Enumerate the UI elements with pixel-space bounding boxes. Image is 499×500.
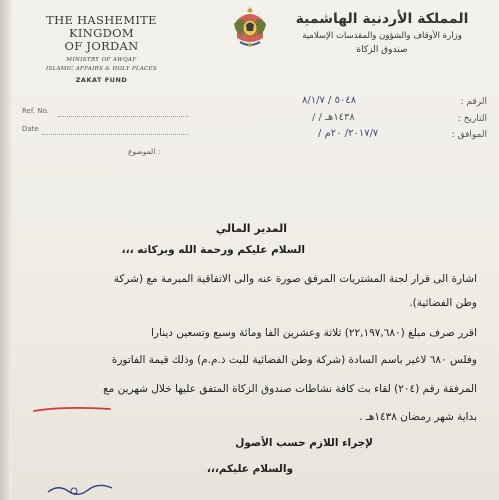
gregorian-date-value: / ٢٠١٧/٧/ ٢٠م [318,128,379,139]
letterhead-arabic [277,10,487,55]
recipient: المدير المالي [215,222,287,235]
handwritten-underline [32,403,112,415]
paragraph-1-line-2: وطن الفضائية). [409,297,477,309]
ref-no-line [58,115,188,117]
greeting: السلام عليكم ورحمة الله وبركاته ،،، [121,244,305,256]
letterhead-line-kingdom: THE HASHEMITE KINGDOM [46,13,157,40]
hijri-date-label: التاريخ : [457,114,487,124]
subject-label: الموضوع : [128,147,161,156]
closing: والسلام عليكم،،، [206,463,293,475]
paragraph-2-line-4: بداية شهر رمضان ١٤٣٨هـ . [359,411,477,423]
jordan-coat-of-arms-icon [232,6,268,50]
date-label: Date [22,125,39,133]
gregorian-date-label: الموافق : [451,130,487,140]
letterhead-line-affairs: ISLAMIC AFFAIRS & HOLY PLACES [46,66,157,72]
letterhead-ar-ministry: وزارة الأوقاف والشؤون والمقدسات الإسلامية [302,31,462,41]
letterhead-line-jordan: OF JORDAN [64,39,139,53]
letterhead-english [14,14,189,84]
hijri-date-value: / / ١٤٣٨هـ [312,112,355,123]
letterhead-line-zakat: ZAKAT FUND [75,76,128,84]
page-edge-shadow [0,0,12,500]
ref-no-label: Ref. No. [22,107,49,115]
letterhead-line-ministry: MINISTRY OF AWQAF [66,57,137,63]
paragraph-2-line-1: اقرر صرف مبلغ (٢٢,١٩٧,٦٨٠) ثلاثة وعشرين الفا ومائة وسبع وتسعين دينارا [150,327,477,339]
letterhead-ar-zakat: صندوق الزكاة [356,45,408,55]
date-line [42,133,188,135]
number-label: الرقم : [460,97,487,107]
paragraph-2-line-3: المرفقة رقم (٢٠٤) لقاء بث كافة نشاطات صندوق الزكاة المتفق عليها خلال شهرين مع [103,383,477,395]
paragraph-1-line-1: اشارة الى قرار لجنة المشتريات المرفق صورة عنه والى الاتفاقية المبرمة مع (شركة [113,273,477,285]
instruction: لإجراء اللازم حسب الأصول [235,437,373,449]
number-value: ٥٠٤٨ / ٨/١/٧ [302,95,357,106]
letterhead-ar-kingdom: المملكة الأردنية الهاشمية [295,11,469,27]
paragraph-2-line-2: وفلس ٦٨٠ لاغير باسم السادة (شركة وطن الفضائية للبث ذ.م.م) وذلك قيمة الفاتورة [111,354,477,366]
signature-stamp-fragment [46,482,116,496]
